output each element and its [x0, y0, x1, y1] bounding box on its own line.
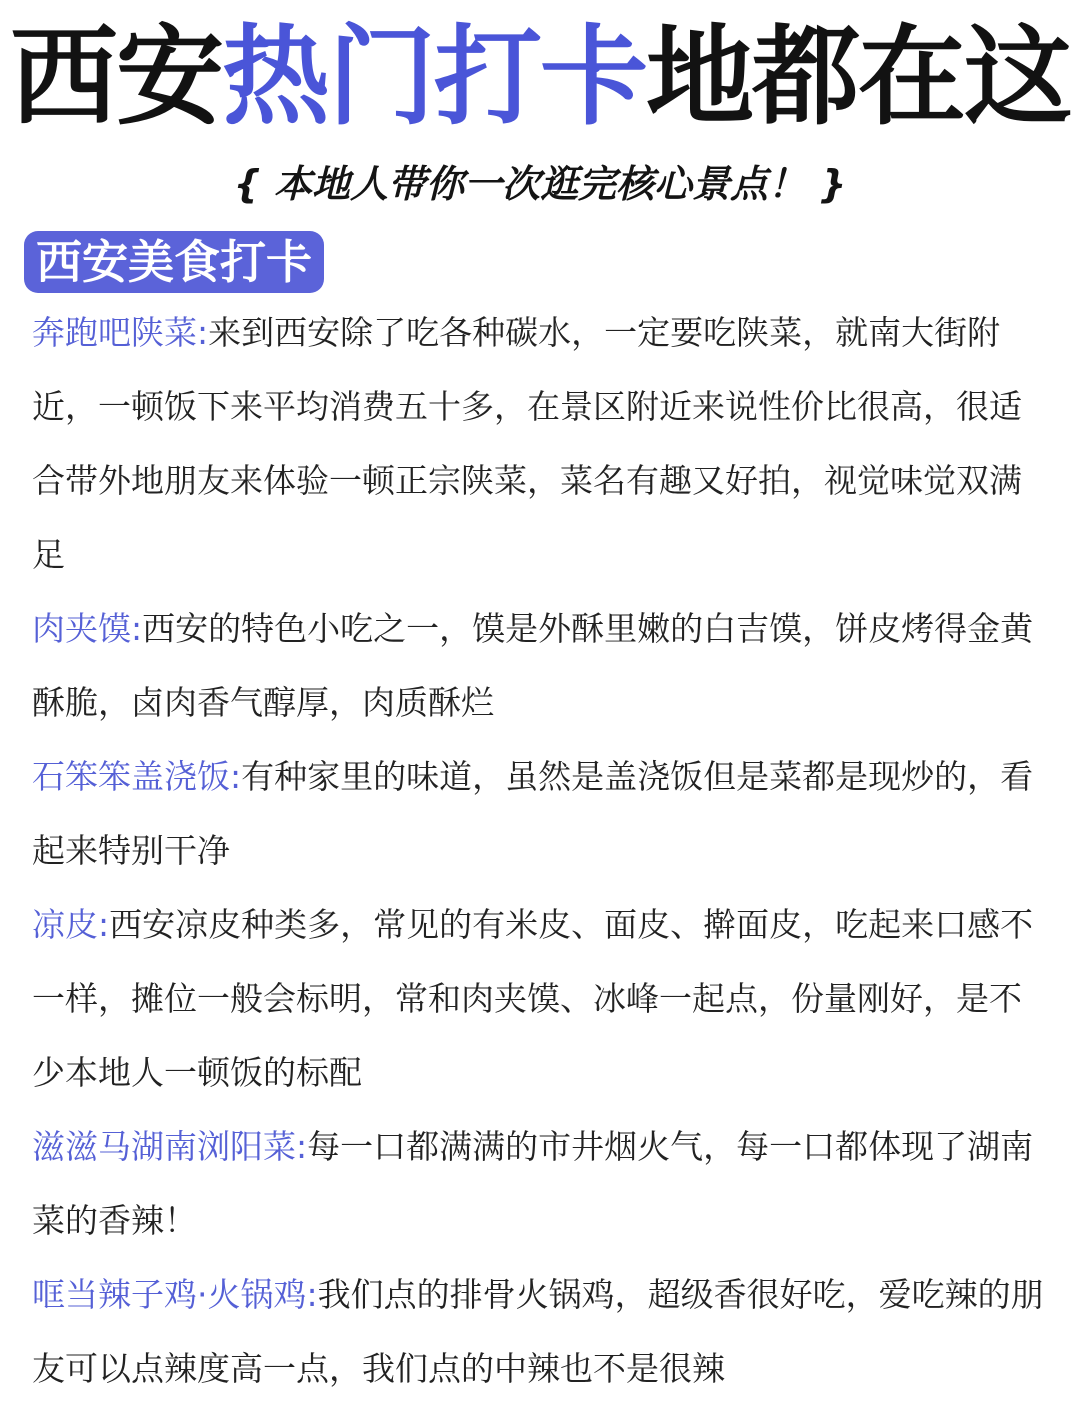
page-subtitle: { 本地人带你一次逛完核心景点！ } [233, 162, 847, 206]
food-entry [32, 1110, 1052, 1258]
entry-text: 我们点的排骨火锅鸡，超级香很好吃，爱吃辣的朋友可以点辣度高一点，我们点的中辣也不是很辣 [32, 1275, 1044, 1388]
entry-text: 有种家里的味道，虽然是盖浇饭但是菜都是现炒的，看起来特别干净 [32, 757, 1034, 870]
page-title [0, 15, 1080, 140]
section-tag-food: 西安美食打卡 [24, 231, 324, 293]
entry-name: 滋滋马湖南浏阳菜: [32, 1127, 308, 1166]
entry-name: 奔跑吧陕菜: [32, 313, 209, 352]
food-entry [32, 592, 1052, 740]
entry-name: 肉夹馍: [32, 609, 143, 648]
food-entry [32, 1258, 1052, 1406]
food-entry [32, 296, 1052, 592]
entry-text: 西安凉皮种类多，常见的有米皮、面皮、擀面皮，吃起来口感不一样，摊位一般会标明，常和肉夹馍、冰峰一起点，份量刚好，是不少本地人一顿饭的标配 [32, 905, 1034, 1092]
food-entry-list [32, 296, 1052, 1406]
entry-name: 哐当辣子鸡·火锅鸡: [32, 1275, 318, 1314]
title-part-highlight: 热门打卡 [221, 15, 646, 140]
title-part-1: 西安 [9, 15, 222, 140]
food-entry [32, 888, 1052, 1110]
title-part-3: 地都在这 [646, 15, 1071, 140]
entry-text: 每一口都满满的市井烟火气，每一口都体现了湖南菜的香辣！ [32, 1127, 1034, 1240]
entry-name: 凉皮: [32, 905, 110, 944]
entry-name: 石笨笨盖浇饭: [32, 757, 242, 796]
entry-text: 来到西安除了吃各种碳水，一定要吃陕菜，就南大街附近，一顿饭下来平均消费五十多，在景区附近来说性价比很高，很适合带外地朋友来体验一顿正宗陕菜，菜名有趣又好拍，视觉味觉双满足 [32, 313, 1022, 574]
food-entry [32, 740, 1052, 888]
entry-text: 西安的特色小吃之一，馍是外酥里嫩的白吉馍，饼皮烤得金黄酥脆，卤肉香气醇厚，肉质酥烂 [32, 609, 1034, 722]
